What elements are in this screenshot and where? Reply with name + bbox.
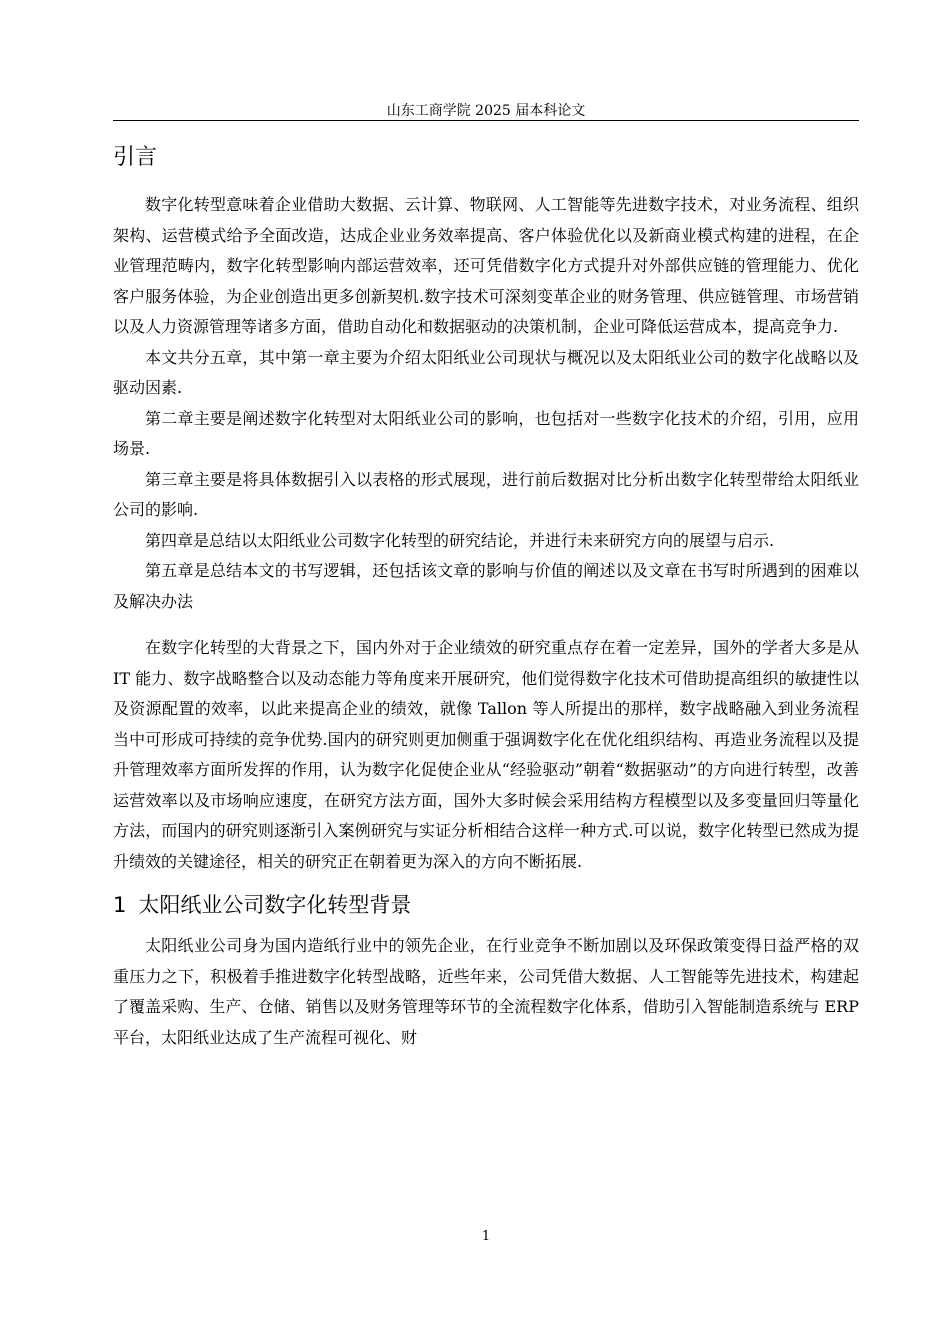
intro-paragraph-chapter-4: 第四章是总结以太阳纸业公司数字化转型的研究结论，并进行未来研究方向的展望与启示. — [145, 530, 775, 550]
chapter-1-paragraph: 太阳纸业公司身为国内造纸行业中的领先企业，在行业竞争不断加剧以及环保政策变得日益严格的双重压力之下，积极着手推进数字化转型战略，近些年来，公司凭借大数据、人工智能等先进技术，构建起了覆盖采购、生产、仓储、销售以及财务管理等环节的全流程数字化体系，借助引入智能制造系统与 ERP 平台，太阳纸业达成了生产流程可视化、财 — [113, 936, 859, 1047]
intro-paragraph-structure: 本文共分五章，其中第一章主要为介绍太阳纸业公司现状与概况以及太阳纸业公司的数字化战略以及驱动因素. — [113, 347, 859, 397]
page-header: 山东工商学院 2025 届本科论文 — [386, 103, 586, 119]
chapter-number: 1 — [113, 893, 127, 917]
literature-review-paragraph: 在数字化转型的大背景之下，国内外对于企业绩效的研究重点存在着一定差异，国外的学者大多是从 IT 能力、数字战略整合以及动态能力等角度来开展研究，他们觉得数字化技术可借助提高组织的敏捷性以及资源配置的效率，以此来提高企业的绩效，就像 Tallon 等人所提出的那样，数字战略融入到业务流程当中可形成可持续的竞争优势.国内的研究则更加侧重于强调数字化在优化组织结构、再造业务流程以及提升管理效率方面所发挥的作用，认为数字化促使企业从“经验驱动”朝着“数据驱动”的方向进行转型，改善运营效率以及市场响应速度，在研究方法方面，国外大多时候会采用结构方程模型以及多变量回归等量化方法，而国内的研究则逐渐引入案例研究与实证分析相结合这样一种方式.可以说，数字化转型已然成为提升绩效的关键途径，相关的研究正在朝着更为深入的方向不断拓展. — [113, 638, 859, 871]
chapter-1-heading — [113, 885, 859, 925]
page-number: 1 — [481, 1229, 491, 1244]
chapter-title: 太阳纸业公司数字化转型背景 — [138, 893, 412, 917]
header-rule — [113, 120, 859, 121]
intro-heading: 引言 — [113, 145, 158, 170]
intro-paragraph-chapter-2: 第二章主要是阐述数字化转型对太阳纸业公司的影响，也包括对一些数字化技术的介绍，引用，应用场景. — [113, 408, 859, 458]
page-body — [113, 138, 859, 1053]
intro-paragraph-definition: 数字化转型意味着企业借助大数据、云计算、物联网、人工智能等先进数字技术，对业务流程、组织架构、运营模式给予全面改造，达成企业业务效率提高、客户体验优化以及新商业模式构建的进程，在企业管理范畴内，数字化转型影响内部运营效率，还可凭借数字化方式提升对外部供应链的管理能力、优化客户服务体验，为企业创造出更多创新契机.数字技术可深刻变革企业的财务管理、供应链管理、市场营销以及人力资源管理等诸多方面，借助自动化和数据驱动的决策机制，企业可降低运营成本，提高竞争力. — [113, 195, 859, 336]
intro-paragraph-chapter-5: 第五章是总结本文的书写逻辑，还包括该文章的影响与价值的阐述以及文章在书写时所遇到的困难以及解决办法 — [113, 561, 859, 611]
intro-paragraph-chapter-3: 第三章主要是将具体数据引入以表格的形式展现，进行前后数据对比分析出数字化转型带给太阳纸业公司的影响. — [113, 469, 859, 519]
